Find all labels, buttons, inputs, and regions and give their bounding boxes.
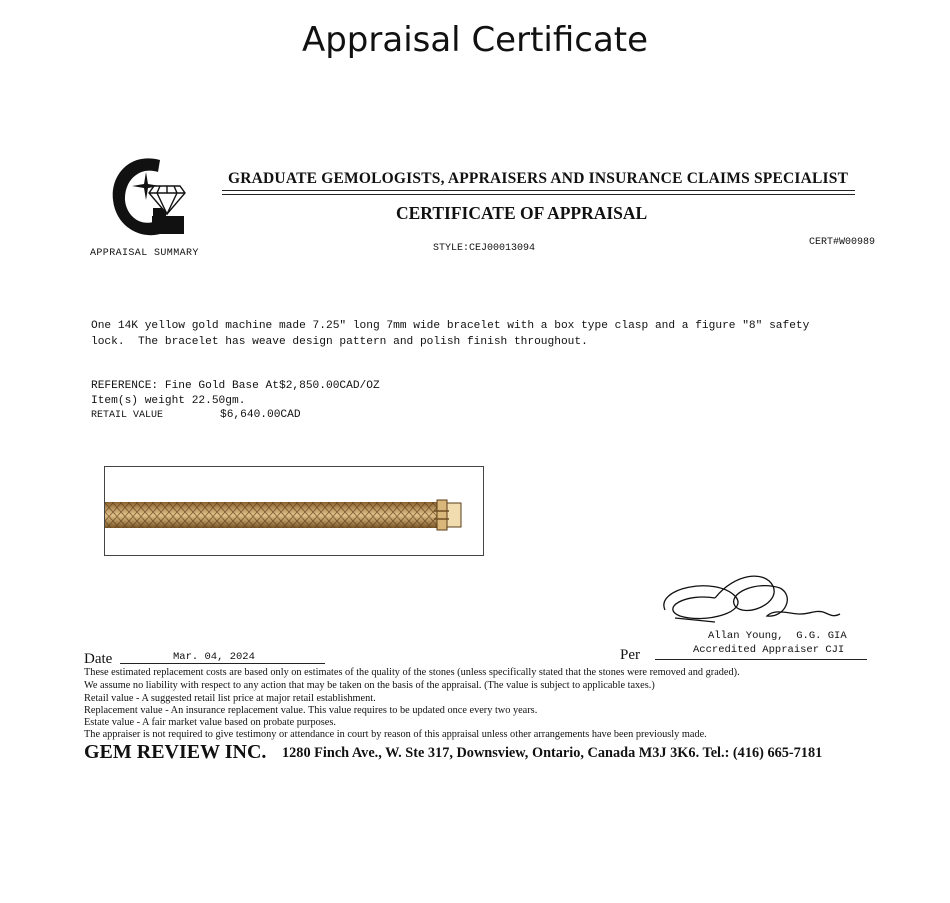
disclaimer-line: Estate value - A fair market value based on probate purposes. xyxy=(84,717,336,728)
appraisal-summary-label: APPRAISAL SUMMARY xyxy=(90,248,199,259)
company-address: 1280 Finch Ave., W. Ste 317, Downsview, Ontario, Canada M3J 3K6. Tel.: (416) 665-7181 xyxy=(282,745,823,761)
date-value: Mar. 04, 2024 xyxy=(173,651,255,663)
cert-number: CERT#W00989 xyxy=(809,237,876,248)
clasp-icon xyxy=(434,500,461,530)
per-label: Per xyxy=(620,647,640,663)
disclaimer-line: The appraiser is not required to give testimony or attendance in court by reason of this appraisal unless other arrangements have been previously made. xyxy=(84,729,707,740)
disclaimer-line: We assume no liability with respect to any action that may be taken on the basis of the appraisal. (The value is subject to applicable taxes.) xyxy=(84,680,655,691)
appraiser-name: Allan Young, G.G. GIA xyxy=(708,630,847,642)
divider xyxy=(222,194,855,195)
disclaimer-line: Retail value - A suggested retail list price at major retail establishment. xyxy=(84,693,376,704)
date-label: Date xyxy=(84,651,113,667)
style-number: STYLE:CEJ00013094 xyxy=(433,243,536,254)
certificate-title: CERTIFICATE OF APPRAISAL xyxy=(396,203,648,223)
company-logo xyxy=(108,150,188,246)
retail-value: $6,640.00CAD xyxy=(220,409,301,421)
item-description: One 14K yellow gold machine made 7.25" long 7mm wide bracelet with a box type clasp and a figure "8" safety xyxy=(91,320,810,332)
company-name: GEM REVIEW INC. xyxy=(84,741,267,763)
organization-heading: GRADUATE GEMOLOGISTS, APPRAISERS AND INSURANCE CLAIMS SPECIALIST xyxy=(228,170,849,187)
page-title: Appraisal Certificate xyxy=(301,20,649,60)
appraiser-signature xyxy=(655,568,850,630)
bracelet-photo xyxy=(104,466,484,556)
per-line xyxy=(655,659,867,660)
item-description: lock. The bracelet has weave design pattern and polish finish throughout. xyxy=(91,336,588,348)
date-line xyxy=(120,663,325,664)
reference-gold-base: REFERENCE: Fine Gold Base At$2,850.00CAD/OZ xyxy=(91,380,380,392)
retail-value-label: RETAIL VALUE xyxy=(91,410,164,421)
disclaimer-line: These estimated replacement costs are based only on estimates of the quality of the stones (unless specifically stated that the stones were removed and graded). xyxy=(84,667,740,678)
divider xyxy=(222,190,855,191)
disclaimer-line: Replacement value - An insurance replacement value. This value requires to be updated once every two years. xyxy=(84,705,538,716)
appraiser-credential: Accredited Appraiser CJI xyxy=(693,644,845,656)
item-weight: Item(s) weight 22.50gm. xyxy=(91,395,246,407)
